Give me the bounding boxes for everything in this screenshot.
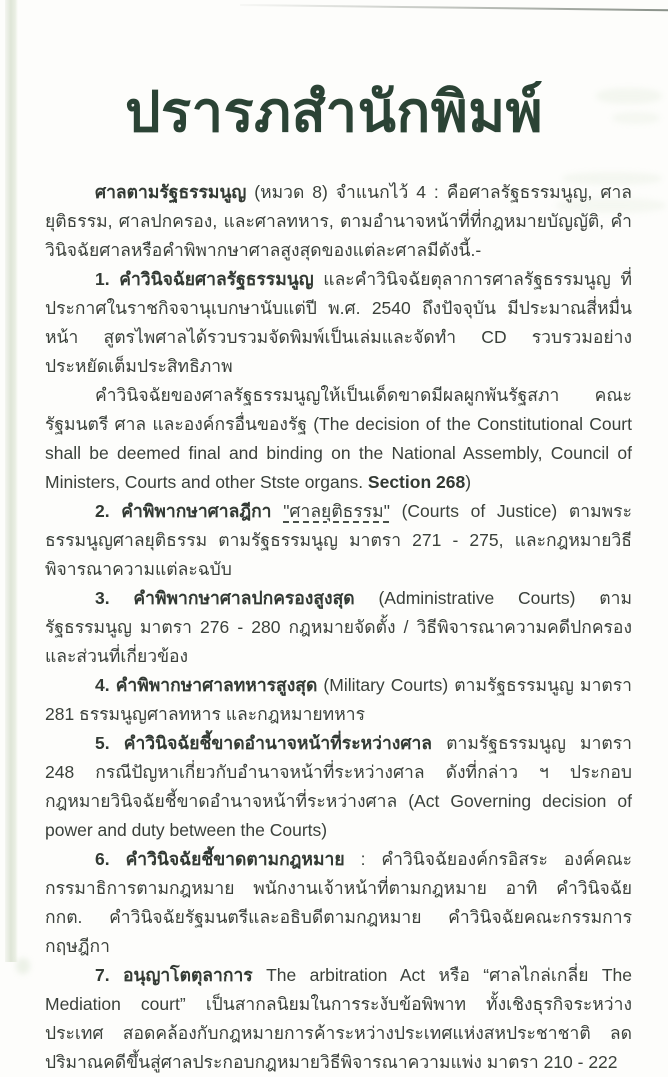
item-2-separator bbox=[272, 501, 284, 521]
item-6-text: : คำวินิจฉัยองค์กรอิสระ องค์คณะกรรมาธิการตามกฎหมาย พนักงานเจ้าหน้าที่ตามกฎหมาย อาทิ คำวินิจฉัย กกต. คำวินิจฉัยรัฐมนตรีและอธิบดีตามกฎหมาย คำวินิจฉัยคณะกรรมการกฤษฎีกา bbox=[45, 849, 632, 956]
intro-text: (หมวด 8) จำแนกไว้ 4 : คือศาลรัฐธรรมนูญ, ศาลยุติธรรม, ศาลปกครอง, และศาลทหาร, ตามอำนาจหน้าที่ที่กฎหมายบัญญัติ, คำวินิจฉัยศาลหรือคำพิพากษาศาลสูงสุดของแต่ละศาลมีดังนี้.- bbox=[45, 182, 632, 260]
item-2-paragraph bbox=[45, 497, 632, 584]
item-6-lead: 6. คำวินิจฉัยชี้ขาดตามกฎหมาย bbox=[95, 849, 345, 869]
item-1-note-tail: ) bbox=[465, 472, 472, 492]
item-4-lead: 4. คำพิพากษาศาลทหารสูงสุด bbox=[95, 675, 318, 695]
item-5-text: ตามรัฐธรรมนูญ มาตรา 248 กรณีปัญหาเกี่ยวกับอำนาจหน้าที่ระหว่างศาล ดังที่กล่าว ฯ ประกอบกฎหมายวินิจฉัยชี้ขาดอำนาจหน้าที่ระหว่างศาล (Act Governing decision of power and duty between the Courts) bbox=[45, 733, 632, 840]
item-1-lead: 1. คำวินิจฉัยศาลรัฐธรรมนูญ bbox=[95, 269, 314, 289]
item-7-text: The arbitration Act หรือ “ศาลไกล่เกลี่ย The Mediation court” เป็นสากลนิยมในการระงับข้อพิพาท ทั้งเชิงธุรกิจระหว่างประเทศ สอดคล้องกับกฎหมายการค้าระหว่างประเทศแห่งสหประชาชาติ ลดปริมาณคดีขึ้นสู่ศาลประกอบกฎหมายวิธีพิจารณาความแพ่ง มาตรา 210 - 222 bbox=[45, 965, 632, 1072]
item-1-note-text: คำวินิจฉัยของศาลรัฐธรรมนูญให้เป็นเด็ดขาดมีผลผูกพันรัฐสภา คณะรัฐมนตรี ศาล และองค์กรอื่นของรัฐ (The decision of the Constitutional Court shall be deemed final and binding on the National Assembly, Council of Ministers, Courts and other Stste organs. bbox=[45, 385, 632, 492]
item-1-note-bold: Section 268 bbox=[367, 472, 466, 492]
item-5-paragraph bbox=[45, 729, 632, 845]
item-7-lead: 7. อนุญาโตตุลาการ bbox=[95, 965, 253, 985]
item-3-lead: 3. คำพิพากษาศาลปกครองสูงสุด bbox=[95, 588, 355, 608]
item-4-paragraph bbox=[45, 671, 632, 729]
item-4-text: (Military Courts) ตามรัฐธรรมนูญ มาตรา 281 ธรรมนูญศาลทหาร และกฎหมายทหาร bbox=[45, 675, 633, 724]
item-2-text: (Courts of Justice) ตามพระธรรมนูญศาลยุติธรรม ตามรัฐธรรมนูญ มาตรา 271 - 275, และกฎหมายวิธีพิจารณาความแต่ละฉบับ bbox=[45, 501, 632, 579]
page-title: ปรารภสำนักพิมพ์ bbox=[124, 80, 544, 143]
item-1-paragraph bbox=[45, 265, 632, 381]
item-6-paragraph bbox=[45, 845, 632, 961]
item-7-paragraph bbox=[45, 961, 632, 1077]
item-1-text: และคำวินิจฉัยตุลาการศาลรัฐธรรมนูญ ที่ประกาศในราชกิจจานุเบกษานับแต่ปี พ.ศ. 2540 ถึงปัจจุบัน มีประมาณสี่หมื่นหน้า สูตรไพศาลได้รวบรวมจัดพิมพ์เป็นเล่มและจัดทำ CD รวบรวมอย่างประหยัดเต็มประสิทธิภาพ bbox=[45, 269, 632, 376]
item-3-text: (Administrative Courts) ตามรัฐธรรมนูญ มาตรา 276 - 280 กฎหมายจัดตั้ง / วิธีพิจารณาความคดีปกครอง และส่วนที่เกี่ยวข้อง bbox=[45, 588, 632, 666]
intro-paragraph bbox=[45, 178, 632, 265]
item-2-underlined-term: "ศาลยุติธรรม" bbox=[283, 501, 390, 521]
document-content bbox=[45, 178, 632, 1077]
item-2-lead: 2. คำพิพากษาศาลฎีกา bbox=[95, 501, 272, 521]
item-1-note-paragraph bbox=[45, 381, 632, 497]
intro-lead: ศาลตามรัฐธรรมนูญ bbox=[95, 182, 247, 202]
scan-scratch-line bbox=[240, 4, 668, 11]
item-3-paragraph bbox=[45, 584, 632, 671]
item-5-lead: 5. คำวินิจฉัยชี้ขาดอำนาจหน้าที่ระหว่างศาล bbox=[95, 733, 432, 753]
scan-smudge bbox=[16, 958, 30, 974]
